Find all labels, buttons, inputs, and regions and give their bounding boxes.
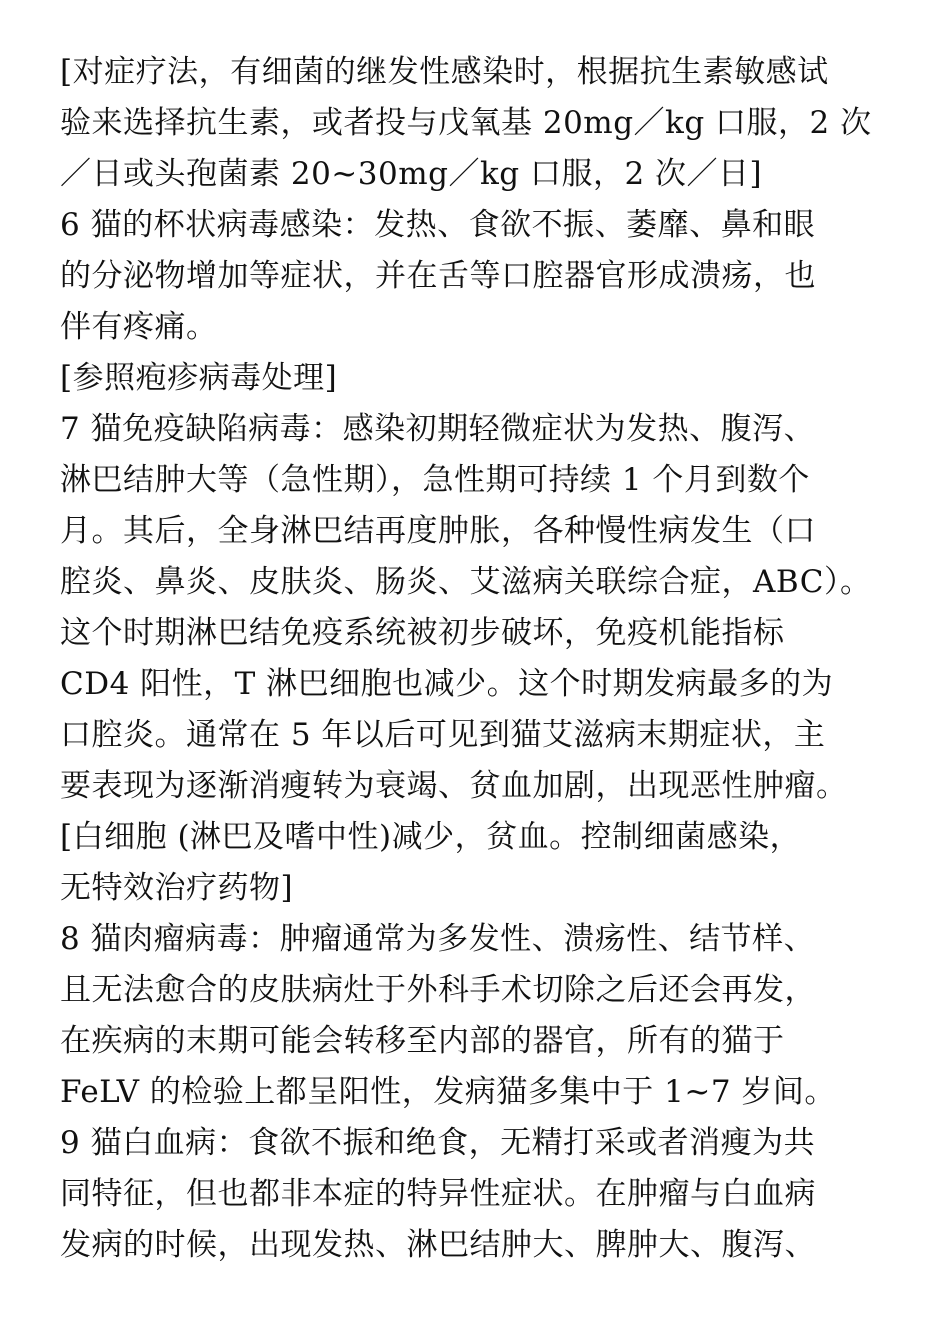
text-line-18: 8 猫肉瘤病毒：肿瘤通常为多发性、溃疡性、结节样、 <box>60 921 816 957</box>
text-line-10: 月。其后，全身淋巴结再度肿胀，各种慢性病发生（口 <box>60 513 816 549</box>
text-line-9: 淋巴结肿大等（急性期），急性期可持续 1 个月到数个 <box>60 462 810 498</box>
text-line-17: 无特效治疗药物] <box>60 870 294 906</box>
text-line-19: 且无法愈合的皮肤病灶于外科手术切除之后还会再发， <box>60 972 816 1008</box>
text-line-14: 口腔炎。通常在 5 年以后可见到猫艾滋病末期症状，主 <box>60 717 826 753</box>
text-line-24: 发病的时候，出现发热、淋巴结肿大、脾肿大、腹泻、 <box>60 1227 816 1263</box>
text-line-8: 7 猫免疫缺陷病毒：感染初期轻微症状为发热、腹泻、 <box>60 411 816 447</box>
text-line-11: 腔炎、鼻炎、皮肤炎、肠炎、艾滋病关联综合症，ABC）。 <box>60 564 872 600</box>
text-line-20: 在疾病的末期可能会转移至内部的器官，所有的猫于 <box>60 1023 785 1059</box>
text-line-2: 验来选择抗生素，或者投与戊氧基 20mg／kg 口服，2 次 <box>60 105 872 141</box>
text-line-12: 这个时期淋巴结免疫系统被初步破坏，免疫机能指标 <box>60 615 785 651</box>
text-line-6: 伴有疼痛。 <box>60 309 218 345</box>
text-line-15: 要表现为逐渐消瘦转为衰竭、贫血加剧，出现恶性肿瘤。 <box>60 768 848 804</box>
text-line-5: 的分泌物增加等症状，并在舌等口腔器官形成溃疡，也 <box>60 258 816 294</box>
text-line-7: [参照疱疹病毒处理] <box>60 360 338 396</box>
text-line-4: 6 猫的杯状病毒感染：发热、食欲不振、萎靡、鼻和眼 <box>60 207 816 243</box>
text-line-22: 9 猫白血病：食欲不振和绝食，无精打采或者消瘦为共 <box>60 1125 816 1161</box>
text-line-16: [白细胞 (淋巴及嗜中性)减少，贫血。控制细菌感染， <box>60 819 802 855</box>
text-line-13: CD4 阳性，T 淋巴细胞也减少。这个时期发病最多的为 <box>60 666 834 702</box>
text-line-3: ／日或头孢菌素 20~30mg／kg 口服，2 次／日] <box>60 156 763 192</box>
text-line-23: 同特征，但也都非本症的特异性症状。在肿瘤与白血病 <box>60 1176 816 1212</box>
text-line-1: [对症疗法，有细菌的继发性感染时，根据抗生素敏感试 <box>60 54 829 90</box>
text-line-21: FeLV 的检验上都呈阳性，发病猫多集中于 1~7 岁间。 <box>60 1074 836 1110</box>
